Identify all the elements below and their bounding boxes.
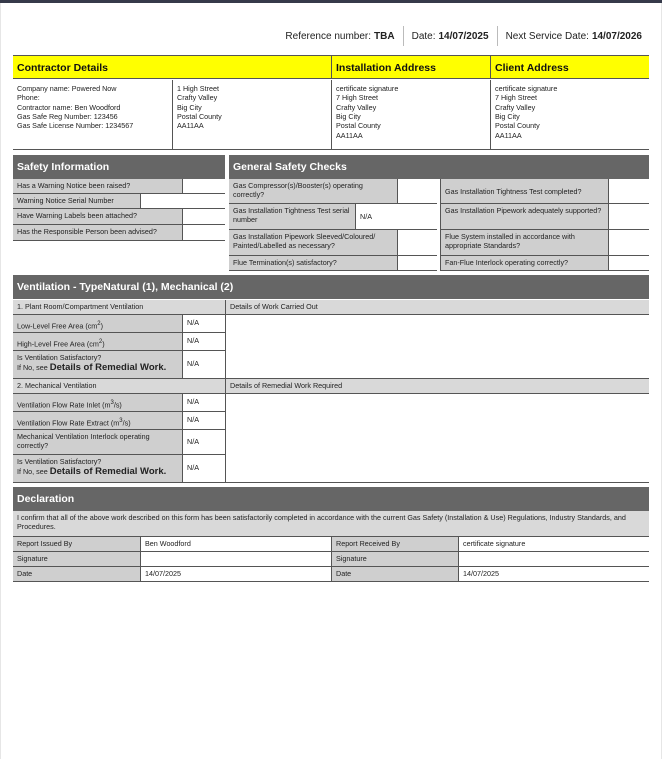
low-level-free-area-label: Low-Level Free Area $(cm^2)$ — [13, 315, 182, 333]
warning-notice-raised-value[interactable] — [182, 179, 225, 194]
pipework-supported-label: Gas Installation Pipework adequately supported? — [440, 204, 608, 230]
contractor-details-heading: Contractor Details — [13, 55, 331, 79]
report-received-by-value[interactable]: certificate signature — [458, 537, 649, 552]
warning-labels-attached-value[interactable] — [182, 209, 225, 225]
ventilation-satisfactory-label: Is Ventilation Satisfactory? If No, see Details of Remedial Work. — [13, 351, 182, 379]
issuer-signature-label: Signature — [13, 552, 140, 567]
receiver-signature-label: Signature — [331, 552, 458, 567]
contractor-details-text: Company name: Powered Now Phone: Contractor name: Ben Woodford Gas Safe Reg Number: 123456 Gas Safe License Number: 1234567 — [13, 80, 172, 150]
remedial-work-required-area[interactable] — [225, 394, 649, 483]
installation-address-text: certificate signature 7 High Street Crafty Valley Big City Postal County AA11AA — [331, 80, 490, 150]
mechanical-ventilation-heading: 2. Mechanical Ventilation — [13, 379, 225, 394]
fan-flue-interlock-value[interactable] — [608, 256, 649, 271]
mechanical-interlock-label: Mechanical Ventilation Interlock operating correctly? — [13, 430, 182, 455]
mechanical-interlock-value[interactable]: N/A — [182, 430, 225, 455]
warning-notice-serial-label: Warning Notice Serial Number — [13, 194, 140, 209]
ventilation-heading: Ventilation - TypeNatural (1), Mechanical (2) — [13, 275, 649, 299]
next-service-date: Next Service Date: 14/07/2026 — [505, 30, 642, 42]
remedial-work-reference: Details of Remedial Work — [49, 362, 164, 374]
safety-information-heading: Safety Information — [13, 155, 225, 179]
gas-compressor-value[interactable] — [397, 179, 437, 204]
pipework-sleeved-label: Gas Installation Pipework Sleeved/Coloured/ Painted/Labelled as necessary? — [229, 230, 397, 256]
warning-notice-serial-value[interactable] — [140, 194, 225, 209]
report-date: Date: 14/07/2025 — [411, 30, 489, 42]
reference-number: Reference number: TBA — [285, 30, 395, 42]
flue-system-installed-value[interactable] — [608, 230, 649, 256]
issuer-date-label: Date — [13, 567, 140, 582]
report-received-by-label: Report Received By — [331, 537, 458, 552]
pipework-sleeved-value[interactable] — [397, 230, 437, 256]
responsible-person-advised-label: Has the Responsible Person been advised? — [13, 225, 182, 241]
declaration-heading: Declaration — [13, 487, 649, 511]
page-edge-left — [0, 3, 1, 759]
issuer-date-value[interactable]: 14/07/2025 — [140, 567, 331, 582]
report-issued-by-label: Report Issued By — [13, 537, 140, 552]
work-carried-out-heading: Details of Work Carried Out — [225, 300, 649, 315]
mech-ventilation-satisfactory-label: Is Ventilation Satisfactory? If No, see Details of Remedial Work. — [13, 455, 182, 483]
tightness-test-completed-value[interactable] — [608, 179, 649, 204]
report-issued-by-value[interactable]: Ben Woodford — [140, 537, 331, 552]
top-bar — [0, 0, 662, 3]
flow-rate-inlet-value[interactable]: N/A — [182, 394, 225, 412]
installation-address-heading: Installation Address — [331, 55, 490, 79]
plant-room-ventilation-heading: 1. Plant Room/Compartment Ventilation — [13, 300, 225, 315]
high-level-free-area-value[interactable]: N/A — [182, 333, 225, 351]
pipework-supported-value[interactable] — [608, 204, 649, 230]
receiver-date-label: Date — [331, 567, 458, 582]
flue-system-installed-label: Flue System installed in accordance with appropriate Standards? — [440, 230, 608, 256]
flow-rate-extract-value[interactable]: N/A — [182, 412, 225, 430]
fan-flue-interlock-label: Fan-Flue Interlock operating correctly? — [440, 256, 608, 271]
flue-termination-label: Flue Termination(s) satisfactory? — [229, 256, 397, 271]
work-carried-out-area[interactable] — [225, 315, 649, 379]
client-address-heading: Client Address — [490, 55, 649, 79]
warning-notice-raised-label: Has a Warning Notice been raised? — [13, 179, 182, 194]
tightness-test-serial-value[interactable]: N/A — [355, 204, 437, 230]
flow-rate-inlet-label: Ventilation Flow Rate Inlet $(m^3/s)$ — [13, 394, 182, 412]
receiver-signature-field[interactable] — [458, 552, 649, 567]
declaration-text: I confirm that all of the above work described on this form has been satisfactorily completed in accordance with the current Gas Safety (Installation & Use) Regulations, Industry Standards, and Procedures. — [13, 511, 649, 537]
responsible-person-advised-value[interactable] — [182, 225, 225, 241]
flue-termination-value[interactable] — [397, 256, 437, 271]
ventilation-satisfactory-value[interactable]: N/A — [182, 351, 225, 379]
reference-row — [277, 26, 650, 46]
gas-compressor-label: Gas Compressor(s)/Booster(s) operating correctly? — [229, 179, 397, 204]
receiver-date-value[interactable]: 14/07/2025 — [458, 567, 649, 582]
low-level-free-area-value[interactable]: N/A — [182, 315, 225, 333]
issuer-signature-field[interactable] — [140, 552, 331, 567]
tightness-test-completed-label: Gas Installation Tightness Test completed? — [440, 179, 608, 204]
tightness-test-serial-label: Gas Installation Tightness Test serial number — [229, 204, 355, 230]
high-level-free-area-label: High-Level Free Area $(cm^2)$ — [13, 333, 182, 351]
warning-labels-attached-label: Have Warning Labels been attached? — [13, 209, 182, 225]
general-safety-checks-heading: General Safety Checks — [229, 155, 649, 179]
mech-ventilation-satisfactory-value[interactable]: N/A — [182, 455, 225, 483]
flow-rate-extract-label: Ventilation Flow Rate Extract $(m^3/s)$ — [13, 412, 182, 430]
contractor-address-text: 1 High Street Crafty Valley Big City Postal County AA11AA — [172, 80, 331, 150]
remedial-work-required-heading: Details of Remedial Work Required — [225, 379, 649, 394]
remedial-work-reference: Details of Remedial Work — [49, 466, 164, 478]
client-address-text: certificate signature 7 High Street Crafty Valley Big City Postal County AA11AA — [490, 80, 649, 150]
